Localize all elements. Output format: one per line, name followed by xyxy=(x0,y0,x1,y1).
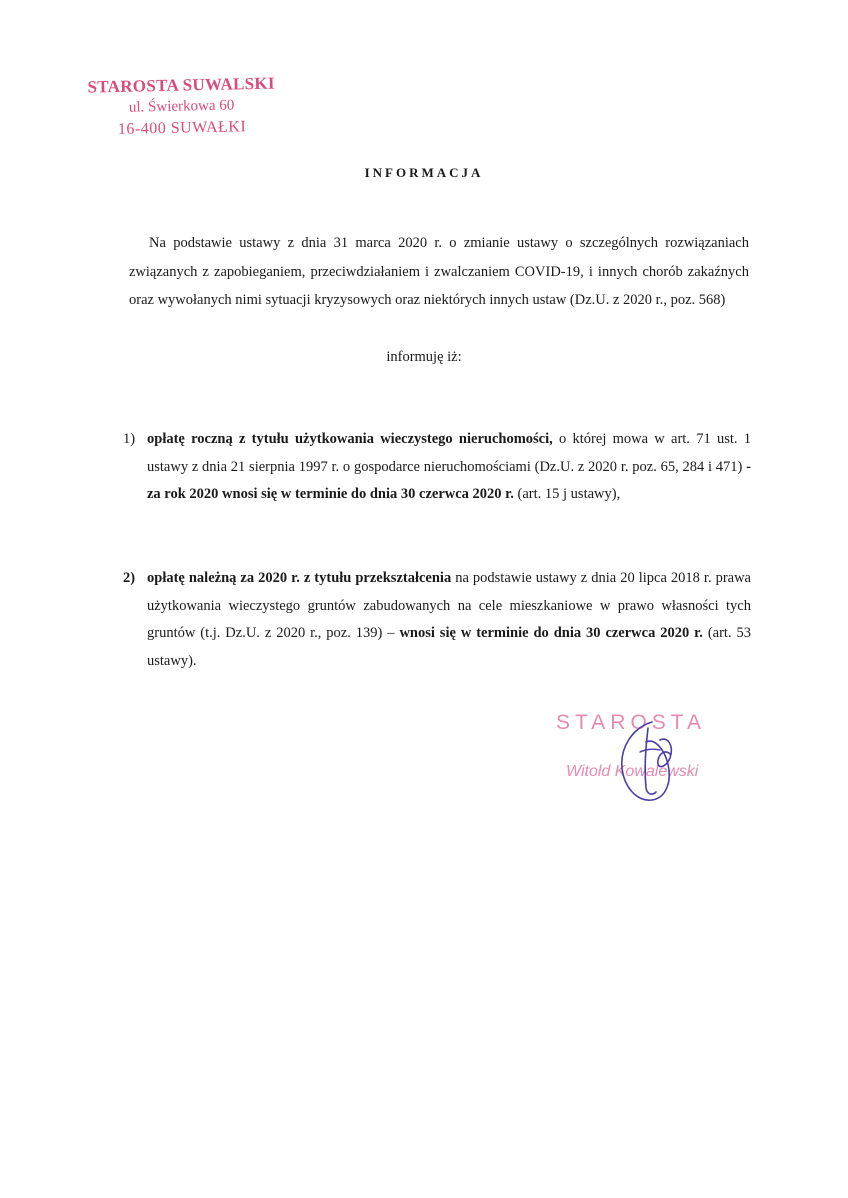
list-item-bold-lead: opłatę należną za 2020 r. z tytułu przekształcenia xyxy=(147,570,452,586)
list-item-text: na podstawie ustawy z dnia 20 lipca 2018 r. prawa użytkowania wieczystego gruntów zabudowanych na cele mieszkaniowe w prawo własności tych gruntów (t.j. Dz.U. z 2020 r., poz. 139) – xyxy=(147,570,751,641)
list-item-number: 2) xyxy=(123,570,136,586)
stamp-street-address: ul. Świerkowa 60 xyxy=(128,97,235,116)
inform-line: informuję iż: xyxy=(386,349,462,365)
list-item-reference: (art. 53 ustawy). xyxy=(147,625,751,669)
list-item xyxy=(123,565,751,675)
list-item-body xyxy=(147,426,751,509)
office-header-stamp xyxy=(66,73,297,140)
stamp-postal-city: 16-400 SUWAŁKI xyxy=(117,118,247,138)
list-item-bold-lead: opłatę roczną z tytułu użytkowania wieczystego nieruchomości, xyxy=(147,431,553,447)
document-title: INFORMACJA xyxy=(364,165,484,180)
signature-stamp-title: STAROSTA xyxy=(556,711,707,734)
stamp-office-name: STAROSTA SUWALSKI xyxy=(87,73,275,97)
list-item-deadline: wnosi się w terminie do dnia 30 czerwca 2020 r. xyxy=(399,625,703,641)
list-item-reference: (art. 15 j ustawy), xyxy=(513,486,621,502)
intro-paragraph: Na podstawie ustawy z dnia 31 marca 2020 r. o zmianie ustawy o szczególnych rozwiązaniach związanych z zapobieganiem, przeciwdziałaniem i zwalczaniem COVID-19, i innych chorób zakaźnych oraz wywołanych nimi sytuacji kryzysowych oraz niektórych innych ustaw (Dz.U. z 2020 r., poz. 568) xyxy=(129,235,749,308)
signature-stamp xyxy=(548,706,738,816)
list-item-deadline: - za rok 2020 wnosi się w terminie do dnia 30 czerwca 2020 r. xyxy=(147,458,751,502)
list-item-body xyxy=(147,565,751,675)
list-item-text: o której mowa w art. 71 ust. 1 ustawy z dnia 21 sierpnia 1997 r. o gospodarce nieruchomościami (Dz.U. z 2020 r. poz. 65, 284 i 471) xyxy=(147,431,751,475)
handwritten-signature-icon xyxy=(548,706,738,816)
list-item xyxy=(123,426,751,509)
list-item-number: 1) xyxy=(123,431,136,447)
signature-stamp-name: Witold Kowalewski xyxy=(566,763,699,780)
